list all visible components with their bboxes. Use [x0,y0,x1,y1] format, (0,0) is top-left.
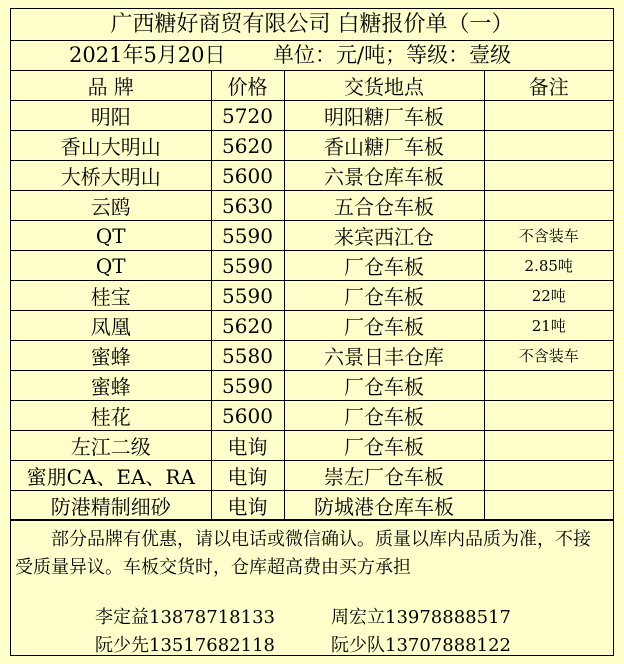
table-row [11,461,613,491]
cell-location: 厂仓车板 [284,431,484,461]
contact-phone: 13517682118 [149,635,275,656]
cell-location: 厂仓车板 [284,401,484,431]
contact-name: 李定益 [95,607,149,628]
table-row [11,371,613,401]
cell-location: 崇左厂仓车板 [284,461,484,491]
cell-brand: 蜜蜂 [11,341,211,371]
cell-price: 5620 [211,131,284,161]
cell-brand: 左江二级 [11,431,211,461]
quote-date: 2021年5月20日 [69,43,226,67]
contact-phone: 13707888122 [385,635,511,656]
cell-note [484,491,613,521]
table-row [11,101,613,131]
header-price: 价格 [211,71,284,101]
cell-price: 5580 [211,341,284,371]
notice-text: 部分品牌有优惠，请以电话或微信确认。质量以库内品质为准，不接受质量异议。车板交货时，仓库超高费由买方承担 [15,529,591,578]
cell-note [484,101,613,131]
cell-note [484,161,613,191]
cell-location: 六景仓库车板 [284,161,484,191]
header-brand: 品 牌 [11,71,211,101]
cell-brand: 云鸥 [11,191,211,221]
table-row [11,401,613,431]
table-row [11,161,613,191]
contact-4 [331,631,511,657]
cell-note: 不含装车 [484,221,613,251]
cell-brand: 桂花 [11,401,211,431]
cell-brand: 蜜朋CA、EA、RA [11,461,211,491]
contact-phone: 13978888517 [385,607,511,628]
table-row [11,341,613,371]
cell-brand: 大桥大明山 [11,161,211,191]
cell-location: 防城港仓库车板 [284,491,484,521]
cell-price: 电询 [211,461,284,491]
table-row [11,431,613,461]
cell-note [484,191,613,221]
cell-price: 5620 [211,311,284,341]
header-row [11,71,613,101]
cell-note: 21吨 [484,311,613,341]
sheet-title: 广西糖好商贸有限公司 白糖报价单（一） [11,9,613,41]
cell-price: 电询 [211,431,284,461]
cell-note [484,401,613,431]
cell-note [484,431,613,461]
contact-3 [95,631,275,657]
cell-price: 5590 [211,281,284,311]
table-row [11,311,613,341]
unit-grade: 单位：元/吨；等级：壹级 [273,43,512,67]
header-note: 备注 [484,71,613,101]
cell-brand: 香山大明山 [11,131,211,161]
contact-1 [95,603,275,629]
table-row [11,491,613,521]
contact-name: 周宏立 [331,607,385,628]
header-location: 交货地点 [284,71,484,101]
cell-price: 5590 [211,221,284,251]
cell-price: 电询 [211,491,284,521]
cell-location: 来宾西江仓 [284,221,484,251]
table-row [11,281,613,311]
cell-price: 5600 [211,161,284,191]
cell-price: 5600 [211,401,284,431]
price-sheet [10,8,614,656]
table-row [11,221,613,251]
cell-location: 明阳糖厂车板 [284,101,484,131]
cell-note [484,131,613,161]
cell-note: 22吨 [484,281,613,311]
cell-note [484,461,613,491]
notes-section [11,519,613,655]
cell-brand: QT [11,251,211,281]
cell-location: 香山糖厂车板 [284,131,484,161]
table-row [11,191,613,221]
cell-brand: 凤凰 [11,311,211,341]
cell-location: 厂仓车板 [284,281,484,311]
contact-phone: 13878718133 [149,607,275,628]
cell-brand: 明阳 [11,101,211,131]
cell-price: 5720 [211,101,284,131]
contact-2 [331,603,511,629]
meta-row [11,41,613,71]
contact-name: 阮少先 [95,635,149,656]
cell-location: 厂仓车板 [284,311,484,341]
price-table [11,71,613,521]
table-row [11,131,613,161]
cell-location: 五合仓车板 [284,191,484,221]
cell-location: 厂仓车板 [284,371,484,401]
table-row [11,251,613,281]
contact-name: 阮少队 [331,635,385,656]
cell-note [484,371,613,401]
cell-location: 厂仓车板 [284,251,484,281]
cell-price: 5590 [211,371,284,401]
cell-price: 5590 [211,251,284,281]
cell-note: 不含装车 [484,341,613,371]
cell-brand: 蜜蜂 [11,371,211,401]
cell-brand: 桂宝 [11,281,211,311]
cell-price: 5630 [211,191,284,221]
cell-note: 2.85吨 [484,251,613,281]
cell-brand: 防港精制细砂 [11,491,211,521]
cell-location: 六景日丰仓库 [284,341,484,371]
cell-brand: QT [11,221,211,251]
